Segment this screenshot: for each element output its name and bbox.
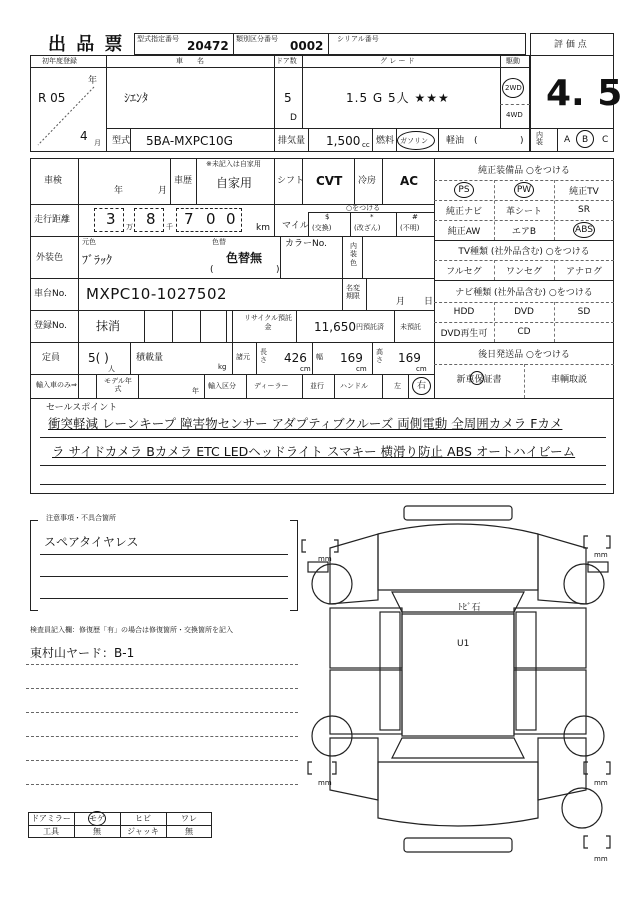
sales-points-line-2: ラ サイドカメラ Bカメラ ETC LEDヘッドライト スマキー 横滑り防止 ABS オートハイビーム: [52, 444, 576, 459]
handle-right-circle: [412, 377, 431, 395]
displacement: 1,500: [326, 134, 361, 148]
chassis-number: MXPC10-1027502: [86, 285, 228, 303]
history-value: 自家用: [216, 176, 253, 190]
model-type: 5BA-MXPC10G: [146, 134, 233, 148]
height-value: 169: [398, 351, 421, 365]
inspector-label: 検査員記入欄：修復歴「有」の場合は修復箇所・交換箇所を記入: [30, 626, 233, 634]
shift-value: CVT: [316, 174, 343, 188]
recycle-amount: 11,650: [314, 320, 356, 334]
length-value: 426: [284, 351, 307, 365]
car-name: ｼｴﾝﾀ: [124, 91, 149, 105]
mileage-digit-5: 0: [226, 210, 236, 228]
docs-title: 後日発送品 ○をつける: [478, 349, 570, 360]
equip-sr: SR: [578, 205, 590, 215]
notes-bracket: [30, 520, 298, 610]
ac-value: AC: [400, 174, 419, 188]
equip-pw: PW: [516, 185, 532, 195]
serial-box: シリアル番号: [328, 33, 526, 55]
equip-ps: PS: [458, 185, 470, 195]
class-code-value: 0002: [290, 39, 324, 53]
navi-dvd: DVD: [514, 307, 534, 317]
interior-b-circle: [576, 130, 594, 148]
sales-points-line-1: 衝突軽減 レーンキープ 障害物センサー アダプティブクルーズ 両側電動 全周囲カメラ Fカメ: [48, 416, 563, 431]
mileage-digit-1: 3: [106, 210, 116, 228]
mirror-moge: モゲ: [89, 814, 105, 823]
mirror-moge-circle: [88, 811, 106, 826]
equip-ps-circle: [454, 182, 474, 198]
first-reg-month: 4: [80, 129, 88, 143]
drive-2wd-circle: [502, 78, 524, 98]
mileage-digit-3: 7: [184, 210, 194, 228]
repaint-status: 色替無: [226, 251, 263, 265]
drive-2wd: 2WD: [505, 84, 522, 92]
equip-abs-circle: [573, 222, 595, 238]
sales-points-label: セールスポイント: [46, 403, 118, 413]
equip-aw: 純正AW: [447, 226, 481, 237]
interior-label: 内装: [536, 131, 543, 146]
tv-oneseg: ワンセグ: [505, 266, 542, 277]
damage-mark-u1: U1: [457, 639, 470, 649]
equip-leather: 革シート: [505, 206, 542, 217]
grade: 1.5 G 5人 ★★★: [346, 91, 450, 105]
notes-line-1: スペアタイヤレス: [44, 535, 139, 549]
model-code-box: 型式指定番号 20472: [134, 33, 234, 55]
sheet-title: 出 品 票: [48, 34, 125, 55]
navi-sd: SD: [577, 307, 591, 317]
interior-b-value: B: [582, 135, 589, 145]
equip-abs: ABS: [575, 225, 593, 235]
width-value: 169: [340, 351, 363, 365]
damage-mark-stone-chip: ﾄﾋﾞ石: [458, 603, 481, 613]
docs-warranty: 新車保証書: [456, 374, 502, 385]
model-code-value: 20472: [187, 39, 229, 53]
mileage-digit-4: 0: [206, 210, 216, 228]
equip-navi: 純正ナビ: [445, 206, 482, 217]
docs-manual: 車輌取説: [550, 374, 587, 385]
equip-tv: 純正TV: [569, 186, 599, 197]
navi-hdd: HDD: [453, 307, 475, 317]
first-reg-era: R 05: [38, 91, 66, 105]
car-diagram: [300, 500, 620, 880]
fuel-circle: [397, 131, 435, 150]
mileage-digit-2: 8: [146, 210, 156, 228]
inspector-line-1: 東村山ヤード：B-1: [30, 646, 135, 660]
warranty-circle: [470, 371, 484, 385]
capacity-value: 5( ): [88, 351, 109, 365]
tv-analog: アナログ: [565, 266, 602, 277]
equip-pw-circle: [514, 182, 534, 198]
registration-value: 抹消: [96, 319, 121, 333]
score-label: 評 価 点: [554, 40, 587, 50]
dvd-play: DVD再生可: [440, 328, 488, 339]
equip-airbag: エアB: [511, 226, 537, 237]
cd: CD: [517, 327, 531, 337]
handle-right: 右: [417, 381, 427, 391]
tv-type-title: TV種類 (社外品含む) ○をつける: [458, 246, 590, 257]
class-code-box: 類別区分番号 0002: [233, 33, 329, 55]
fuel-gasoline: ガソリン: [400, 137, 428, 145]
notes-label: 注意事項・不具合箇所: [46, 514, 116, 522]
equipment-title: 純正装備品 ○をつける: [478, 165, 570, 176]
navi-type-title: ナビ種類 (社外品含む) ○をつける: [455, 287, 593, 298]
score-value: 4. 5: [546, 73, 623, 114]
door-count: 5: [284, 91, 292, 105]
tv-fullseg: フルセグ: [446, 266, 482, 277]
original-color: ﾌﾞﾗｯｸ: [82, 253, 113, 267]
